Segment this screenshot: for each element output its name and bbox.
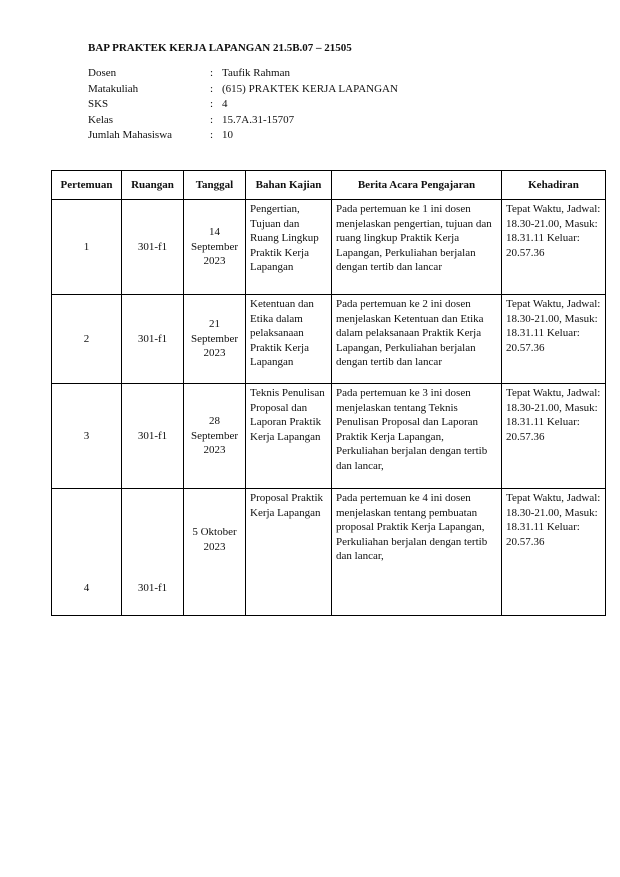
info-separator: : (210, 113, 214, 126)
cell-tanggal: 28 September 2023 (184, 384, 246, 489)
cell-kehadiran: Tepat Waktu, Jadwal: 18.30-21.00, Masuk: 18.31.11 Keluar: 20.57.36 (502, 295, 606, 384)
cell-ruangan: 301-f1 (122, 295, 184, 384)
cell-kehadiran: Tepat Waktu, Jadwal: 18.30-21.00, Masuk: 18.31.11 Keluar: 20.57.36 (502, 200, 606, 295)
cell-berita-acara: Pada pertemuan ke 1 ini dosen menjelaskan pengertian, tujuan dan ruang lingkup Praktik Kerja Lapangan, Perkuliahan berjalan dengan tertib dan lancar (332, 200, 502, 295)
info-label: Dosen (88, 67, 117, 79)
header-berita-acara: Berita Acara Pengajaran (332, 171, 502, 200)
header-kehadiran: Kehadiran (502, 171, 606, 200)
header-tanggal: Tanggal (184, 171, 246, 200)
cell-bahan-kajian: Ketentuan dan Etika dalam pelaksanaan Praktik Kerja Lapangan (246, 295, 332, 384)
attendance-table (51, 170, 606, 616)
header-bahan-kajian: Bahan Kajian (246, 171, 332, 200)
cell-pertemuan: 4 (52, 489, 122, 616)
cell-kehadiran: Tepat Waktu, Jadwal: 18.30-21.00, Masuk: 18.31.11 Keluar: 20.57.36 (502, 384, 606, 489)
info-separator: : (210, 98, 214, 110)
table-row (52, 200, 606, 295)
cell-bahan-kajian: Proposal Praktik Kerja Lapangan (246, 489, 332, 616)
cell-bahan-kajian: Teknis Penulisan Proposal dan Laporan Praktik Kerja Lapangan (246, 384, 332, 489)
info-value: (615) PRAKTEK KERJA LAPANGAN (222, 82, 398, 95)
cell-berita-acara: Pada pertemuan ke 2 ini dosen menjelaskan Ketentuan dan Etika dalam pelaksanaan Praktik Kerja Lapangan, Perkuliahan berjalan dengan tertib dan lancar (332, 295, 502, 384)
info-value: 15.7A.31-15707 (222, 113, 295, 126)
table-row (52, 295, 606, 384)
cell-ruangan: 301-f1 (122, 200, 184, 295)
cell-kehadiran: Tepat Waktu, Jadwal: 18.30-21.00, Masuk: 18.31.11 Keluar: 20.57.36 (502, 489, 606, 616)
info-separator: : (210, 67, 214, 79)
info-row-sks (88, 97, 398, 113)
cell-berita-acara: Pada pertemuan ke 3 ini dosen menjelaskan tentang Teknis Penulisan Proposal dan Laporan Praktik Kerja Lapangan, Perkuliahan berjalan dengan tertib dan lancar, (332, 384, 502, 489)
header-pertemuan: Pertemuan (52, 171, 122, 200)
info-separator: : (210, 82, 214, 95)
info-label: Jumlah Mahasiswa (88, 129, 173, 141)
course-info (88, 66, 398, 144)
info-value: 10 (222, 129, 233, 141)
cell-pertemuan: 2 (52, 295, 122, 384)
info-label: Kelas (88, 113, 114, 126)
cell-berita-acara: Pada pertemuan ke 4 ini dosen menjelaskan tentang pembuatan proposal Praktik Kerja Lapangan, Perkuliahan berjalan dengan tertib dan lancar, (332, 489, 502, 616)
table-header-row (52, 171, 606, 200)
cell-ruangan: 301-f1 (122, 384, 184, 489)
header-ruangan: Ruangan (122, 171, 184, 200)
info-row-kelas (88, 113, 398, 129)
cell-tanggal: 21 September 2023 (184, 295, 246, 384)
document-title: BAP PRAKTEK KERJA LAPANGAN 21.5B.07 – 21505 (88, 42, 352, 54)
table-row (52, 384, 606, 489)
cell-ruangan: 301-f1 (122, 489, 184, 616)
info-separator: : (210, 129, 214, 141)
info-row-jumlah-mahasiswa (88, 128, 398, 144)
cell-tanggal: 5 Oktober 2023 (184, 489, 246, 616)
info-value: 4 (222, 98, 228, 110)
info-value: Taufik Rahman (222, 67, 290, 79)
cell-tanggal: 14 September 2023 (184, 200, 246, 295)
cell-bahan-kajian: Pengertian, Tujuan dan Ruang Lingkup Praktik Kerja Lapangan (246, 200, 332, 295)
cell-pertemuan: 3 (52, 384, 122, 489)
info-label: SKS (88, 98, 109, 110)
info-label: Matakuliah (88, 82, 139, 95)
info-row-dosen (88, 66, 398, 82)
cell-pertemuan: 1 (52, 200, 122, 295)
info-row-matakuliah (88, 82, 398, 98)
table-row (52, 489, 606, 616)
